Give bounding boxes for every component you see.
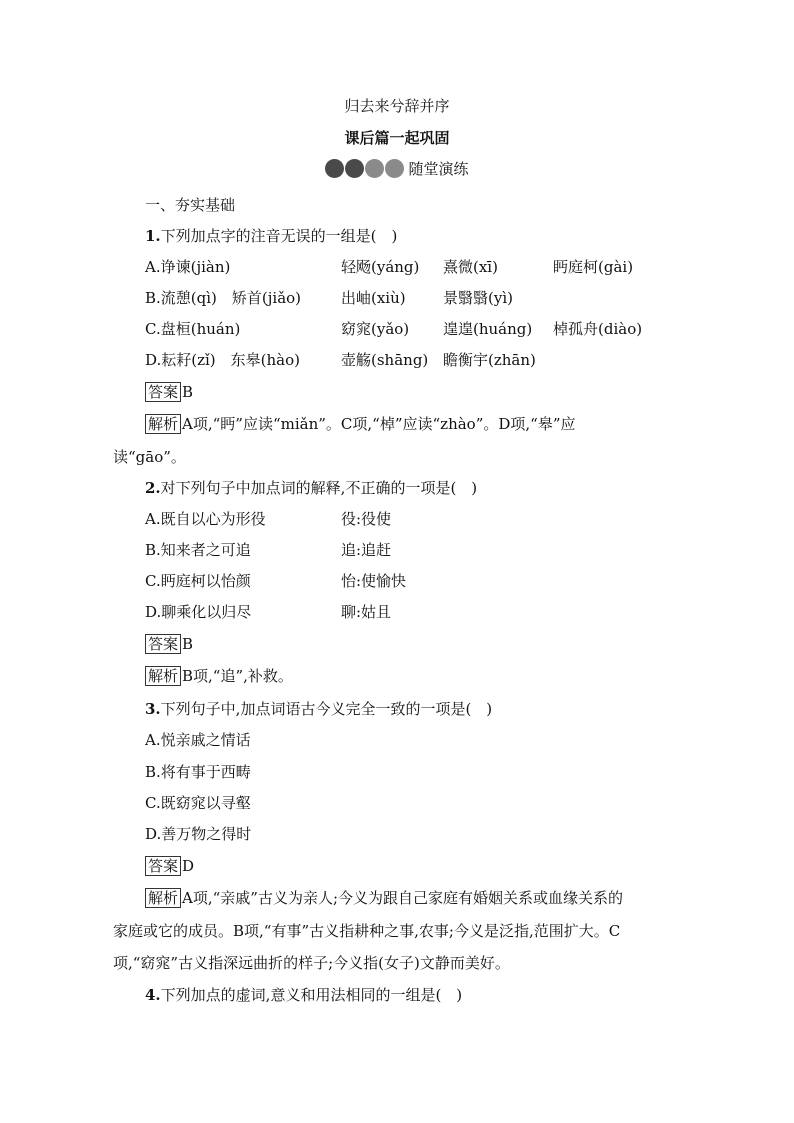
q3-option-a: A.悦亲戚之情话 bbox=[145, 731, 251, 749]
answer-tag: 答案 bbox=[145, 856, 181, 876]
q2-answer bbox=[145, 634, 193, 654]
page-title: 归去来兮辞并序 bbox=[344, 97, 450, 115]
analysis-tag: 解析 bbox=[145, 414, 181, 434]
q1-analysis-cont: 读“gāo”。 bbox=[113, 448, 186, 466]
q3-analysis bbox=[145, 888, 623, 908]
answer-value: D bbox=[182, 857, 195, 875]
question-3-stem bbox=[145, 699, 492, 719]
q2-option-a-gloss: 役:役使 bbox=[341, 510, 392, 528]
question-text: 下列加点的虚词,意义和用法相同的一组是( ) bbox=[160, 986, 463, 1004]
q2-option-a-sentence: A.既自以心为形役 bbox=[145, 510, 266, 528]
q1-option-a-4: 眄庭柯(gài) bbox=[553, 258, 634, 276]
q2-option-d-gloss: 聊:姑且 bbox=[341, 603, 392, 621]
section-label: 随堂演练 bbox=[408, 160, 469, 178]
analysis-text: A项,“眄”应读“miǎn”。C项,“棹”应读“zhào”。D项,“皋”应 bbox=[182, 415, 576, 433]
q1-option-d-2: 壶觞(shāng) bbox=[341, 351, 429, 369]
q3-analysis-cont-2: 项,“窈窕”古义指深远曲折的样子;今义指(女子)文静而美好。 bbox=[113, 954, 510, 972]
progress-dot-empty bbox=[365, 159, 384, 178]
answer-tag: 答案 bbox=[145, 382, 181, 402]
question-text: 对下列句子中加点词的解释,不正确的一项是( ) bbox=[160, 479, 478, 497]
analysis-tag: 解析 bbox=[145, 888, 181, 908]
q3-option-c: C.既窈窕以寻壑 bbox=[145, 794, 251, 812]
question-number: 1. bbox=[145, 227, 161, 245]
q1-option-a-3: 熹微(xī) bbox=[443, 258, 498, 276]
progress-dot-filled bbox=[325, 159, 344, 178]
q1-answer bbox=[145, 382, 193, 402]
analysis-text: B项,“追”,补救。 bbox=[182, 667, 293, 685]
q1-analysis bbox=[145, 414, 576, 434]
part-heading: 一、夯实基础 bbox=[145, 196, 236, 214]
question-number: 2. bbox=[145, 479, 161, 497]
q3-analysis-cont-1: 家庭或它的成员。B项,“有事”古义指耕种之事,农事;今义是泛指,范围扩大。C bbox=[113, 922, 621, 940]
q1-option-b-1: B.流憩(qì) 矫首(jiǎo) bbox=[145, 289, 302, 307]
analysis-tag: 解析 bbox=[145, 666, 181, 686]
question-number: 3. bbox=[145, 700, 161, 718]
q2-option-c-sentence: C.眄庭柯以怡颜 bbox=[145, 572, 251, 590]
section-banner bbox=[0, 158, 794, 179]
q2-option-c-gloss: 怡:使愉快 bbox=[341, 572, 407, 590]
question-text: 下列加点字的注音无误的一组是( ) bbox=[160, 227, 398, 245]
q2-analysis bbox=[145, 666, 293, 686]
progress-dot-empty bbox=[385, 159, 404, 178]
answer-tag: 答案 bbox=[145, 634, 181, 654]
progress-dot-filled bbox=[345, 159, 364, 178]
q2-option-d-sentence: D.聊乘化以归尽 bbox=[145, 603, 252, 621]
q1-option-b-2: 出岫(xiù) bbox=[341, 289, 406, 307]
q1-option-b-3: 景翳翳(yì) bbox=[443, 289, 513, 307]
q2-option-b-sentence: B.知来者之可追 bbox=[145, 541, 251, 559]
analysis-text: A项,“亲戚”古义为亲人;今义为跟自己家庭有婚姻关系或血缘关系的 bbox=[182, 889, 624, 907]
answer-value: B bbox=[182, 635, 194, 653]
q1-option-c-4: 棹孤舟(diào) bbox=[553, 320, 643, 338]
q1-option-c-1: C.盘桓(huán) bbox=[145, 320, 241, 338]
q1-option-a-1: A.诤谏(jiàn) bbox=[145, 258, 231, 276]
q1-option-a-2: 轻飏(yáng) bbox=[341, 258, 420, 276]
q1-option-d-3: 瞻衡宇(zhān) bbox=[443, 351, 536, 369]
question-text: 下列句子中,加点词语古今义完全一致的一项是( ) bbox=[160, 700, 493, 718]
q2-option-b-gloss: 追:追赶 bbox=[341, 541, 392, 559]
page-subtitle: 课后篇一起巩固 bbox=[344, 129, 450, 147]
question-4-stem bbox=[145, 985, 462, 1005]
answer-value: B bbox=[182, 383, 194, 401]
q1-option-c-3: 遑遑(huáng) bbox=[443, 320, 533, 338]
q3-answer bbox=[145, 856, 194, 876]
q1-option-c-2: 窈窕(yǎo) bbox=[341, 320, 410, 338]
q3-option-d: D.善万物之得时 bbox=[145, 825, 252, 843]
question-1-stem bbox=[145, 226, 397, 246]
question-2-stem bbox=[145, 478, 477, 498]
q3-option-b: B.将有事于西畴 bbox=[145, 763, 251, 781]
q1-option-d-1: D.耘耔(zǐ) 东皋(hào) bbox=[145, 351, 301, 369]
question-number: 4. bbox=[145, 986, 161, 1004]
